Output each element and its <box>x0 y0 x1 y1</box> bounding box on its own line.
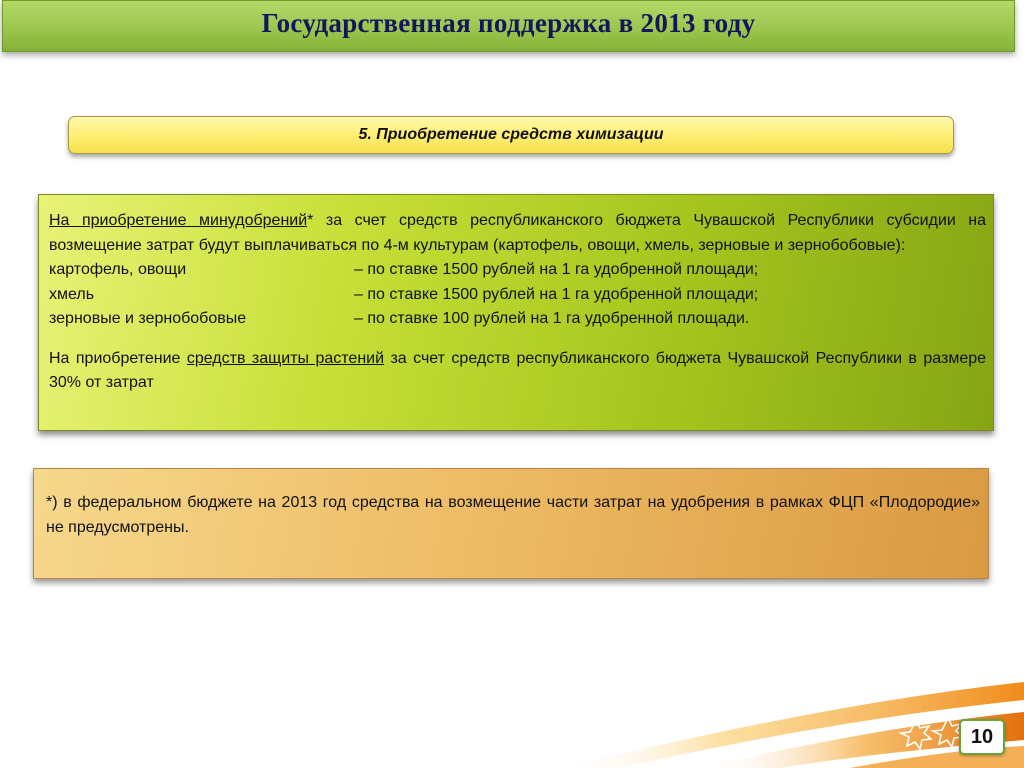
page-number: 10 <box>959 719 1005 755</box>
slide-subtitle: 5. Приобретение средств химизации <box>358 126 664 143</box>
rate-crop: хмель <box>49 285 95 303</box>
rate-crop: зерновые и зернобобовые <box>49 310 247 327</box>
footnote-text: *) в федеральном бюджете на 2013 год средства на возмещение части затрат на удобрения в рамках ФЦП «Плодородие» не предусмотрены. <box>46 494 980 536</box>
protection-suffix: за счет средств республиканского бюджета Чувашской Республики в размере 30% от затрат <box>49 349 987 391</box>
protection-prefix: На приобретение <box>49 349 187 367</box>
slide-title: Государственная поддержка в 2013 году <box>261 7 756 38</box>
rate-value: – по ставке 1500 рублей на 1 га удобренной площади; <box>354 261 759 278</box>
protection-link[interactable]: средств защиты растений <box>186 349 385 367</box>
rate-value: – по ставке 1500 рублей на 1 га удобренной площади; <box>354 285 759 303</box>
rate-value: – по ставке 100 рублей на 1 га удобренной площади. <box>354 310 750 327</box>
fertilizer-intro-text: * за счет средств республиканского бюджета Чувашской Республики субсидии на возмещение затрат будут выплачиваться по 4-м культурам (картофель, овощи, хмель, зерновые и зернобобовые): <box>49 212 986 254</box>
fertilizer-link[interactable]: На приобретение минудобрений <box>49 212 308 229</box>
rate-crop: картофель, овощи <box>49 261 187 278</box>
